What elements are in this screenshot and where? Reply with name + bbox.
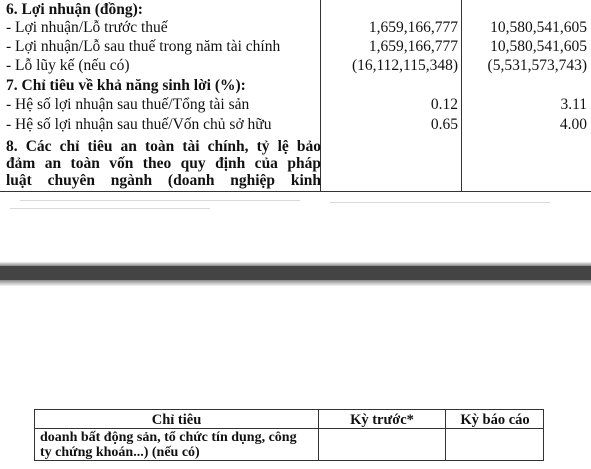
section-8-line: luật chuyên ngành (doanh nghiệp kinh	[6, 172, 321, 189]
row-label: - Hệ số lợi nhuận sau thuế/Tổng tài sản	[6, 96, 250, 113]
header-report-period: Kỳ báo cáo	[460, 412, 530, 428]
column-divider	[461, 0, 462, 192]
prev-value: 1,659,166,777	[368, 38, 458, 55]
scan-bleed	[20, 200, 300, 201]
current-value: (5,531,573,743)	[487, 57, 587, 74]
scan-bleed	[10, 208, 210, 209]
current-value: 4.00	[559, 116, 587, 133]
continued-text-line: ty chứng khoán...) (nếu có)	[40, 445, 200, 460]
indicator-table	[34, 409, 544, 461]
header-rule	[35, 428, 543, 429]
prev-value: 1,659,166,777	[368, 19, 458, 36]
row-label: - Hệ số lợi nhuận sau thuế/Vốn chủ sở hữu	[6, 116, 272, 133]
section-8-line: đảm an toàn vốn theo quy định của pháp	[6, 155, 321, 172]
row-label: - Lỗ lũy kế (nếu có)	[6, 57, 130, 74]
scan-bleed	[330, 202, 550, 203]
row-label: - Lợi nhuận/Lỗ trước thuế	[6, 19, 168, 36]
current-value: 3.11	[560, 96, 587, 113]
prev-value: 0.65	[430, 116, 458, 133]
section-6-heading: 6. Lợi nhuận (đồng):	[6, 1, 143, 18]
prev-value: 0.12	[430, 96, 458, 113]
financial-table-continued	[0, 0, 591, 192]
current-value: 10,580,541,605	[490, 38, 587, 55]
section-8-heading	[6, 138, 321, 189]
prev-value: (16,112,115,348)	[351, 57, 458, 74]
continued-text-line: doanh bất động sản, tổ chức tín dụng, công	[40, 430, 297, 445]
header-indicator: Chỉ tiêu	[151, 412, 202, 428]
page-divider	[0, 266, 591, 280]
current-value: 10,580,541,605	[490, 19, 587, 36]
page-edge-shadow	[0, 280, 591, 286]
row-label: - Lợi nhuận/Lỗ sau thuế trong năm tài chính	[6, 38, 281, 55]
header-prev-period: Kỳ trước*	[350, 412, 414, 428]
table-bottom-rule	[0, 191, 591, 192]
section-7-heading: 7. Chỉ tiêu về khả năng sinh lời (%):	[6, 77, 246, 94]
upper-page	[0, 0, 591, 212]
section-8-line: 8. Các chỉ tiêu an toàn tài chính, tỷ lệ bảo	[6, 138, 321, 155]
